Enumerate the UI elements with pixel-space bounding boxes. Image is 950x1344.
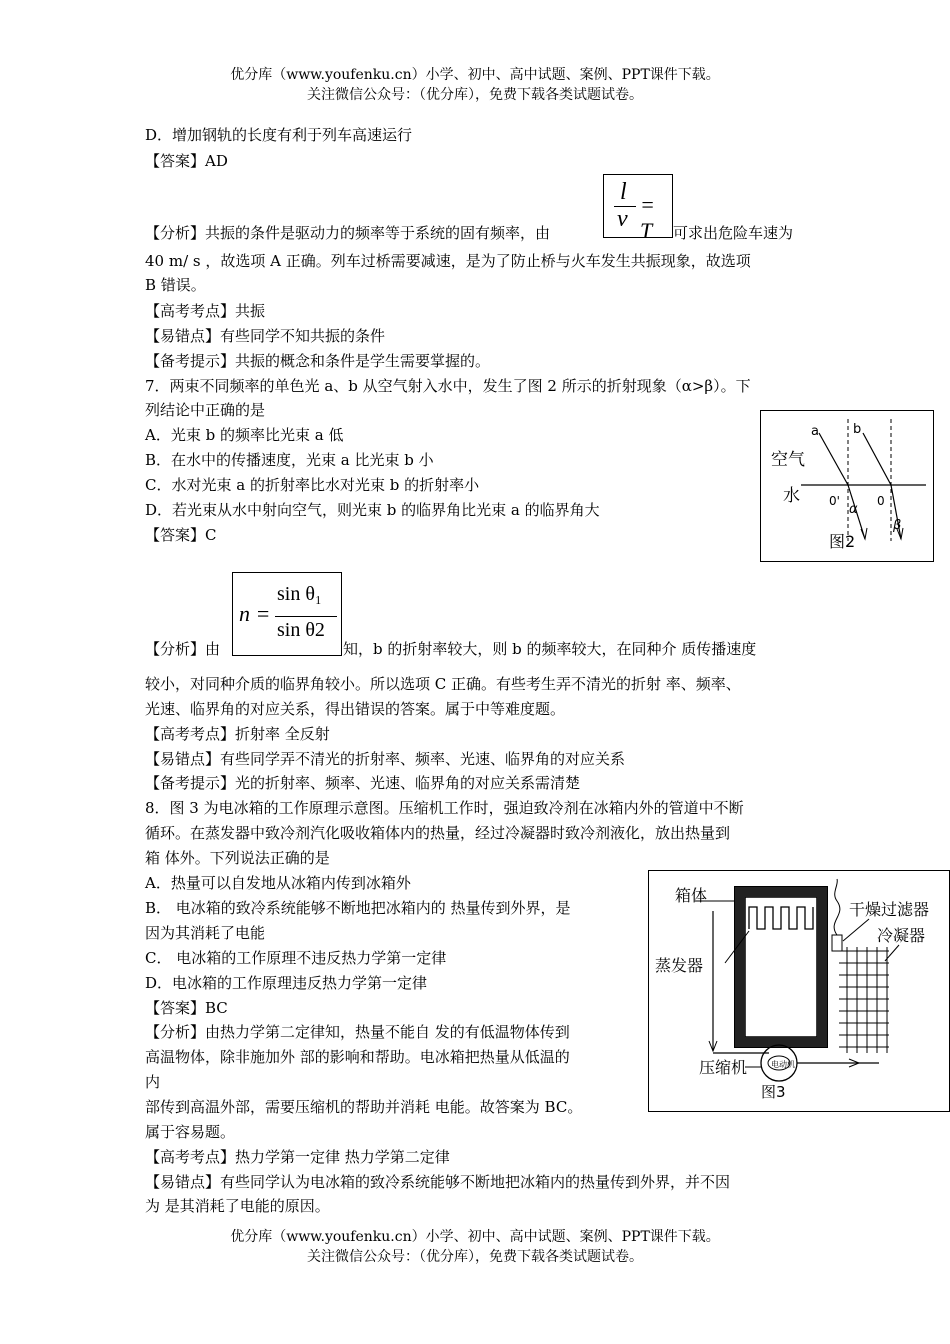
q6-formula-den: v [617, 206, 628, 232]
q6-answer: 【答案】AD [145, 152, 228, 170]
capillary-tube [834, 879, 840, 935]
q6-formula-rhs: = T [640, 192, 655, 243]
refraction-diagram [761, 411, 933, 561]
q8-mistake-line1: 【易错点】有些同学认为电冰箱的致冷系统能够不断地把冰箱内的热量传到外界，并不因 [145, 1173, 731, 1191]
q6-analysis-line3: B 错误。 [145, 276, 206, 294]
q7-option-c: C．水对光束 a 的折射率比水对光束 b 的折射率小 [145, 476, 480, 494]
label-condenser: 冷凝器 [877, 926, 926, 945]
page-header-line2: 关注微信公众号：（优分库），免费下载各类试题试卷。 [307, 87, 643, 103]
q6-mistake: 【易错点】有些同学不知共振的条件 [145, 327, 386, 345]
condenser-coil [839, 947, 889, 1053]
figure-2-caption: 图2 [829, 532, 856, 551]
q6-option-d: D．增加钢轨的长度有利于列车高速运行 [145, 126, 413, 144]
q7-answer: 【答案】C [145, 526, 217, 544]
q7-stem-line1: 7．两束不同频率的单色光 a、b 从空气射入水中，发生了图 2 所示的折射现象（α>β）。下 [145, 377, 751, 395]
label-air: 空气 [771, 450, 805, 470]
dryer-filter [832, 935, 842, 951]
label-b: b [853, 422, 862, 437]
label-water: 水 [783, 486, 800, 506]
q8-option-a: A．热量可以自发地从冰箱内传到冰箱外 [145, 874, 411, 892]
q8-stem-line3: 箱 体外。下列说法正确的是 [145, 849, 330, 867]
ray-a-incident [819, 433, 848, 485]
q7-formula-den: sin θ2 [277, 619, 325, 641]
q8-analysis-line1: 【分析】由热力学第二定律知，热量不能自 发的有低温物体传到 [145, 1023, 570, 1041]
q8-answer: 【答案】BC [145, 999, 228, 1017]
q8-option-c: C． 电冰箱的工作原理不违反热力学第一定律 [145, 949, 447, 967]
label-alpha: α [849, 502, 858, 517]
page-footer-line2: 关注微信公众号：（优分库），免费下载各类试题试卷。 [307, 1249, 643, 1265]
q6-exam-point: 【高考考点】共振 [145, 302, 266, 320]
cabinet-wall-right [817, 887, 827, 1047]
q6-analysis-post: 可求出危险车速为 [673, 224, 794, 242]
q7-analysis-line2: 较小，对同种介质的临界角较小。所以选项 C 正确。有些考生弄不清光的折射 率、频率、 [145, 675, 741, 693]
q8-stem-line2: 循环。在蒸发器中致冷剂汽化吸收箱体内的热量，经过冷凝器时致冷剂液化，放出热量到 [145, 824, 731, 842]
q8-mistake-line2: 为 是其消耗了电能的原因。 [145, 1197, 330, 1215]
leader-dryer [843, 919, 869, 941]
q6-formula-num: l [620, 179, 627, 205]
q6-formula-image [603, 174, 673, 243]
refrigerator-diagram [649, 871, 949, 1111]
motor-label: 电动机 [771, 1060, 795, 1069]
label-o: 0 [877, 494, 885, 508]
q8-option-d: D．电冰箱的工作原理违反热力学第一定律 [145, 974, 428, 992]
q8-option-b-line1: B． 电冰箱的致冷系统能够不断地把冰箱内的 热量传到外界，是 [145, 899, 571, 917]
label-cabinet: 箱体 [675, 886, 708, 905]
q6-tip: 【备考提示】共振的概念和条件是学生需要掌握的。 [145, 352, 491, 370]
q6-analysis-pre: 【分析】共振的条件是驱动力的频率等于系统的固有频率，由 [145, 224, 551, 242]
label-dryer: 干燥过滤器 [849, 900, 930, 919]
q7-analysis-pre: 【分析】由 [145, 640, 221, 658]
q7-option-b: B．在水中的传播速度，光束 a 比光束 b 小 [145, 451, 434, 469]
q8-stem-line1: 8．图 3 为电冰箱的工作原理示意图。压缩机工作时，强迫致冷剂在冰箱内外的管道中不断 [145, 799, 744, 817]
q8-analysis-line2: 高温物体，除非施加外 部的影响和帮助。电冰箱把热量从低温的 [145, 1048, 570, 1066]
q7-analysis-post: 知，b 的折射率较大，则 b 的频率较大，在同种介 质传播速度 [343, 640, 757, 658]
q7-option-a: A．光束 b 的频率比光束 a 低 [145, 426, 344, 444]
ray-b-incident [863, 433, 891, 485]
label-o-prime: 0' [829, 494, 840, 508]
label-beta: β [893, 518, 902, 533]
q7-formula-image [232, 572, 342, 656]
q8-option-b-line2: 因为其消耗了电能 [145, 924, 266, 942]
q7-formula-lhs: n = [239, 601, 271, 626]
q8-analysis-line3: 内 [145, 1073, 161, 1091]
q7-exam-point: 【高考考点】折射率 全反射 [145, 725, 330, 743]
evaporator-coil [749, 907, 813, 929]
q6-analysis-line2: 40 m/ s ，故选项 A 正确。列车过桥需要减速，是为了防止桥与火车发生共振现象，故选项 [145, 252, 751, 270]
page-footer-line1: 优分库（www.youfenku.cn）小学、初中、高中试题、案例、PPT课件下载。 [230, 1229, 720, 1245]
q7-option-d: D．若光束从水中射向空气，则光束 b 的临界角比光束 a 的临界角大 [145, 501, 600, 519]
q7-tip: 【备考提示】光的折射率、频率、光速、临界角的对应关系需清楚 [145, 774, 581, 792]
label-evaporator: 蒸发器 [655, 956, 704, 975]
page-header-line1: 优分库（www.youfenku.cn）小学、初中、高中试题、案例、PPT课件下载。 [230, 67, 720, 83]
q7-stem-line2: 列结论中正确的是 [145, 401, 266, 419]
figure-3-caption: 图3 [761, 1083, 786, 1101]
fraction-bar [275, 616, 337, 617]
label-compressor: 压缩机 [699, 1058, 748, 1077]
q8-exam-point: 【高考考点】热力学第一定律 热力学第二定律 [145, 1148, 450, 1166]
figure-2-refraction [760, 410, 934, 562]
label-a: a [811, 424, 819, 439]
q7-formula-num: sin θ₁ [277, 583, 322, 605]
q8-analysis-line5: 属于容易题。 [145, 1123, 236, 1141]
cabinet-wall-left [735, 887, 745, 1047]
figure-3-refrigerator [648, 870, 950, 1112]
cabinet-wall-top [735, 887, 827, 897]
q7-mistake: 【易错点】有些同学弄不清光的折射率、频率、光速、临界角的对应关系 [145, 750, 626, 768]
q7-analysis-line3: 光速、临界角的对应关系，得出错误的答案。属于中等难度题。 [145, 700, 566, 718]
q8-analysis-line4: 部传到高温外部，需要压缩机的帮助并消耗 电能。故答案为 BC。 [145, 1098, 583, 1116]
